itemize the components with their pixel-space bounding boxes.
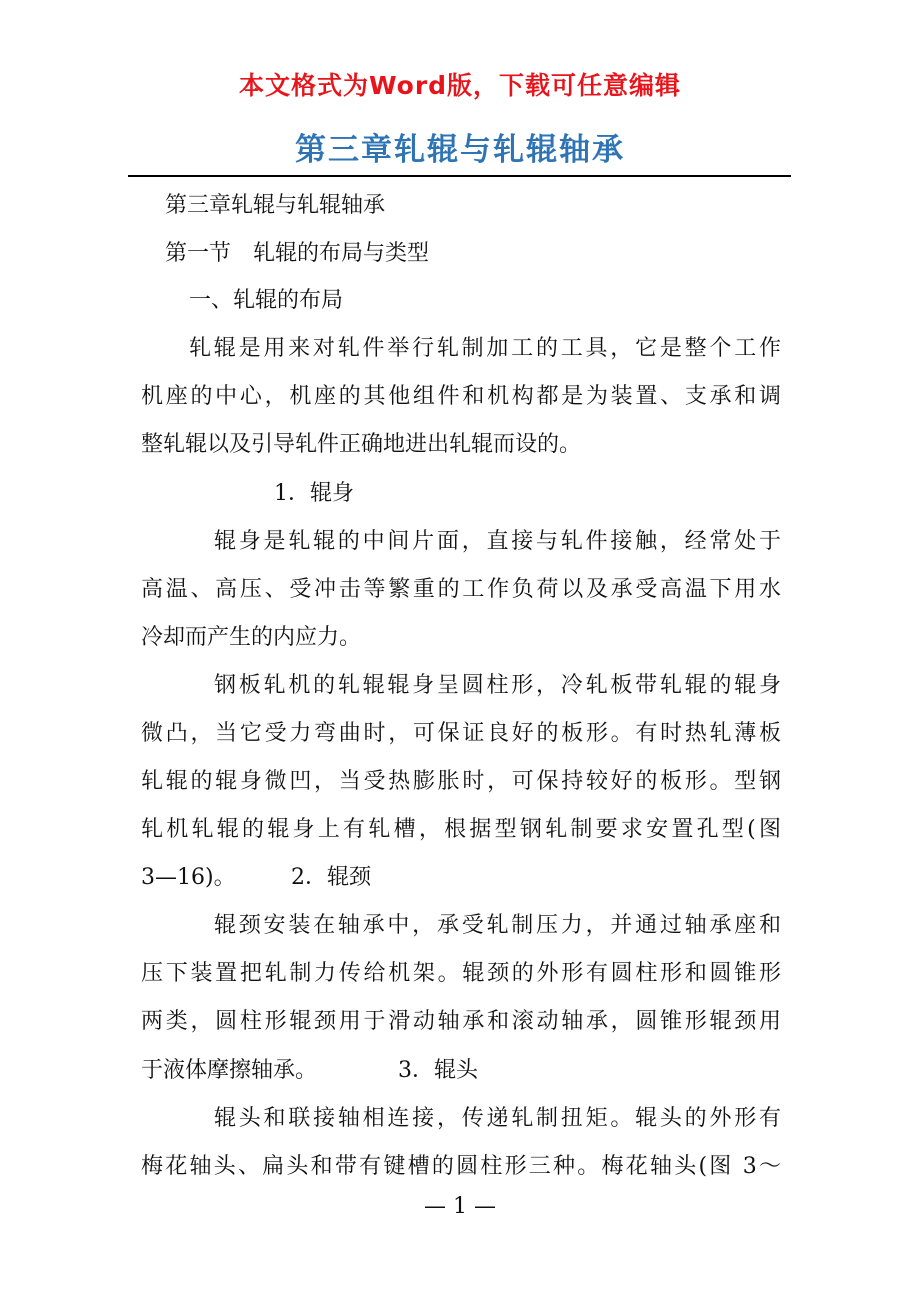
title-divider: [128, 175, 791, 177]
chapter-heading: 第三章轧辊与轧辊轴承: [165, 193, 386, 218]
plate-mill-paragraph-line: 轧机轧辊的辊身上有轧槽，根据型钢轧制要求安置孔型(图: [141, 817, 781, 842]
subsection-heading: 一、轧辊的布局: [189, 288, 344, 313]
format-notice-banner: 本文格式为Word版，下载可任意编辑: [238, 71, 682, 100]
roll-head-paragraph-line: 辊头和联接轴相连接，传递轧制扭矩。辊头的外形有: [214, 1106, 781, 1131]
roll-neck-paragraph-tail: 于液体摩擦轴承。: [141, 1058, 318, 1083]
roll-head-paragraph-line: 梅花轴头、扁头和带有键槽的圆柱形三种。梅花轴头(图 3～: [141, 1154, 781, 1179]
item2-heading: 2．辊颈: [291, 865, 371, 890]
intro-paragraph-line: 机座的中心，机座的其他组件和机构都是为装置、支承和调: [141, 384, 781, 409]
roll-body-paragraph-line: 冷却而产生的内应力。: [141, 625, 362, 650]
roll-neck-paragraph-line: 压下装置把轧制力传给机架。辊颈的外形有圆柱形和圆锥形: [141, 961, 781, 986]
intro-paragraph-line: 轧辊是用来对轧件举行轧制加工的工具，它是整个工作: [189, 336, 781, 361]
plate-mill-paragraph-line: 钢板轧机的轧辊辊身呈圆柱形，冷轧板带轧辊的辊身: [214, 673, 781, 698]
item3-heading: 3．辊头: [398, 1058, 478, 1083]
roll-body-paragraph-line: 高温、高压、受冲击等繁重的工作负荷以及承受高温下用水: [141, 577, 781, 602]
section-heading: 第一节 轧辊的布局与类型: [165, 241, 430, 266]
roll-body-paragraph-line: 辊身是轧辊的中间片面，直接与轧件接触，经常处于: [214, 529, 781, 554]
plate-mill-paragraph-line: 轧辊的辊身微凹，当受热膨胀时，可保持较好的板形。型钢: [141, 769, 781, 794]
item1-heading: 1．辊身: [274, 481, 354, 506]
plate-mill-paragraph-line: 微凸，当它受力弯曲时，可保证良好的板形。有时热轧薄板: [141, 721, 781, 746]
document-title: 第三章轧辊与轧辊轴承: [295, 132, 625, 168]
roll-neck-paragraph-line: 辊颈安装在轴承中，承受轧制压力，并通过轴承座和: [214, 913, 781, 938]
intro-paragraph-line: 整轧辊以及引导轧件正确地进出轧辊而设的。: [141, 432, 582, 457]
plate-mill-paragraph-tail: 3—16)。: [141, 865, 236, 890]
roll-neck-paragraph-line: 两类，圆柱形辊颈用于滑动轴承和滚动轴承，圆锥形辊颈用: [141, 1009, 781, 1034]
page-number: — 1 —: [424, 1194, 496, 1219]
